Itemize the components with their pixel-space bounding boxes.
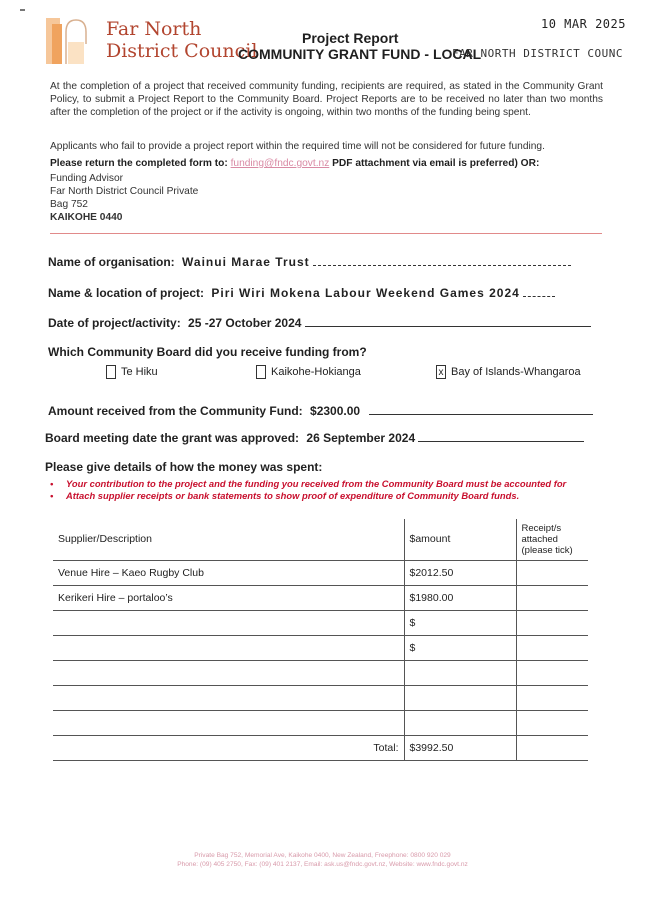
address-line: Bag 752 bbox=[50, 199, 88, 210]
description-cell[interactable] bbox=[53, 610, 404, 635]
table-row bbox=[53, 660, 588, 685]
brand-line2: District Council bbox=[106, 40, 258, 62]
table-row bbox=[53, 585, 588, 610]
option-label: Kaikohe-Hokianga bbox=[271, 366, 361, 378]
brand-line1: Far North bbox=[106, 18, 202, 40]
return-instructions bbox=[50, 158, 539, 169]
amount-cell[interactable]: $2012.50 bbox=[404, 560, 516, 585]
project-field[interactable] bbox=[48, 286, 555, 300]
page-subtitle: COMMUNITY GRANT FUND - LOCAL bbox=[238, 46, 482, 62]
meeting-label: Board meeting date the grant was approved: bbox=[45, 431, 300, 445]
description-cell[interactable]: Venue Hire – Kaeo Rugby Club bbox=[53, 560, 404, 585]
receipt-cell[interactable] bbox=[516, 710, 588, 735]
checkbox[interactable] bbox=[106, 365, 116, 379]
amount-cell[interactable] bbox=[404, 660, 516, 685]
council-logo-icon bbox=[44, 14, 96, 66]
receipt-cell[interactable] bbox=[516, 635, 588, 660]
scan-mark bbox=[20, 9, 25, 11]
description-cell[interactable] bbox=[53, 660, 404, 685]
date-label: Date of project/activity: bbox=[48, 316, 181, 330]
amount-label: Amount received from the Community Fund: bbox=[48, 404, 303, 418]
expenditure-table bbox=[53, 519, 588, 761]
table-row bbox=[53, 560, 588, 585]
postal-address bbox=[50, 172, 198, 224]
warning-paragraph: Applicants who fail to provide a project report within the required time will not be considered for future funding. bbox=[50, 141, 545, 152]
office-stamp: FAR NORTH DISTRICT COUNC bbox=[452, 47, 623, 60]
total-label: Total: bbox=[53, 735, 404, 760]
meeting-date-field[interactable] bbox=[45, 431, 584, 445]
date-value: 25 -27 October 2024 bbox=[188, 316, 302, 330]
amount-cell[interactable]: $1980.00 bbox=[404, 585, 516, 610]
total-value[interactable]: $3992.50 bbox=[404, 735, 516, 760]
return-label: Please return the completed form to: bbox=[50, 158, 228, 169]
total-receipt-cell bbox=[516, 735, 588, 760]
description-cell[interactable] bbox=[53, 685, 404, 710]
project-value: Piri Wiri Mokena Labour Weekend Games 2024 bbox=[211, 286, 520, 300]
amount-cell[interactable] bbox=[404, 710, 516, 735]
address-line: Funding Advisor bbox=[50, 173, 124, 184]
option-label: Bay of Islands-Whangaroa bbox=[451, 366, 581, 378]
description-cell[interactable] bbox=[53, 710, 404, 735]
column-header: Receipt/s attached (please tick) bbox=[516, 519, 588, 560]
organisation-value: Wainui Marae Trust bbox=[182, 255, 310, 269]
fill-line bbox=[418, 432, 584, 442]
footer-contact: Phone: (09) 405 2750, Fax: (09) 401 2137, Email: ask.us@fndc.govt.nz, Website: www.fndc.govt.nz bbox=[177, 861, 468, 868]
email-link[interactable]: funding@fndc.govt.nz bbox=[230, 158, 330, 169]
footer-address: Private Bag 752, Memorial Ave, Kaikohe 0400, New Zealand, Freephone: 0800 920 029 bbox=[194, 852, 451, 859]
table-row bbox=[53, 635, 588, 660]
checkbox[interactable]: x bbox=[436, 365, 446, 379]
intro-paragraph: At the completion of a project that received community funding, recipients are required, as stated in the Community Grant Policy, to submit a Project Report to the Community Board. Project Reports are to be received no later than two months after the completion of the project or if the activity is ongoing, within two months of the funding being spent. bbox=[50, 81, 603, 118]
address-line: Far North District Council Private bbox=[50, 186, 199, 197]
table-row bbox=[53, 685, 588, 710]
option-te-hiku[interactable] bbox=[106, 365, 158, 379]
table-row bbox=[53, 710, 588, 735]
spending-heading: Please give details of how the money was spent: bbox=[45, 460, 323, 474]
organisation-label: Name of organisation: bbox=[48, 255, 175, 269]
option-bay-of-islands[interactable] bbox=[436, 365, 581, 379]
council-wordmark bbox=[106, 18, 257, 62]
amount-cell[interactable]: $ bbox=[404, 610, 516, 635]
receipt-cell[interactable] bbox=[516, 610, 588, 635]
amount-value: $2300.00 bbox=[310, 404, 361, 418]
instruction-item: • Your contribution to the project and the funding you received from the Community Board must be accounted for bbox=[50, 478, 567, 489]
checkbox[interactable] bbox=[256, 365, 266, 379]
project-label: Name & location of project: bbox=[48, 286, 205, 300]
return-suffix: PDF attachment via email is preferred) OR: bbox=[332, 158, 540, 169]
option-kaikohe-hokianga[interactable] bbox=[256, 365, 361, 379]
receipt-cell[interactable] bbox=[516, 585, 588, 610]
table-row bbox=[53, 610, 588, 635]
board-question: Which Community Board did you receive funding from? bbox=[48, 345, 367, 359]
fill-line bbox=[369, 405, 593, 415]
receipt-cell[interactable] bbox=[516, 560, 588, 585]
address-city: KAIKOHE 0440 bbox=[50, 212, 123, 223]
meeting-value: 26 September 2024 bbox=[306, 431, 416, 445]
total-row bbox=[53, 735, 588, 760]
amount-field[interactable] bbox=[48, 404, 593, 418]
amount-cell[interactable]: $ bbox=[404, 635, 516, 660]
option-label: Te Hiku bbox=[121, 366, 158, 378]
description-cell[interactable]: Kerikeri Hire – portaloo’s bbox=[53, 585, 404, 610]
column-header: $amount bbox=[404, 519, 516, 560]
spending-instructions bbox=[50, 478, 566, 502]
fill-line bbox=[523, 287, 555, 297]
table-header-row bbox=[53, 519, 588, 560]
receipt-cell[interactable] bbox=[516, 660, 588, 685]
instruction-item: • Attach supplier receipts or bank statements to show proof of expenditure of Community Board funds. bbox=[50, 490, 520, 501]
date-received-stamp: 10 MAR 2025 bbox=[541, 17, 626, 31]
receipt-cell[interactable] bbox=[516, 685, 588, 710]
amount-cell[interactable] bbox=[404, 685, 516, 710]
organisation-field[interactable] bbox=[48, 255, 571, 269]
column-header: Supplier/Description bbox=[53, 519, 404, 560]
fill-line bbox=[305, 317, 591, 327]
date-field[interactable] bbox=[48, 316, 591, 330]
page-title: Project Report bbox=[302, 30, 399, 46]
section-divider bbox=[50, 233, 602, 234]
fill-line bbox=[313, 256, 571, 266]
description-cell[interactable] bbox=[53, 635, 404, 660]
